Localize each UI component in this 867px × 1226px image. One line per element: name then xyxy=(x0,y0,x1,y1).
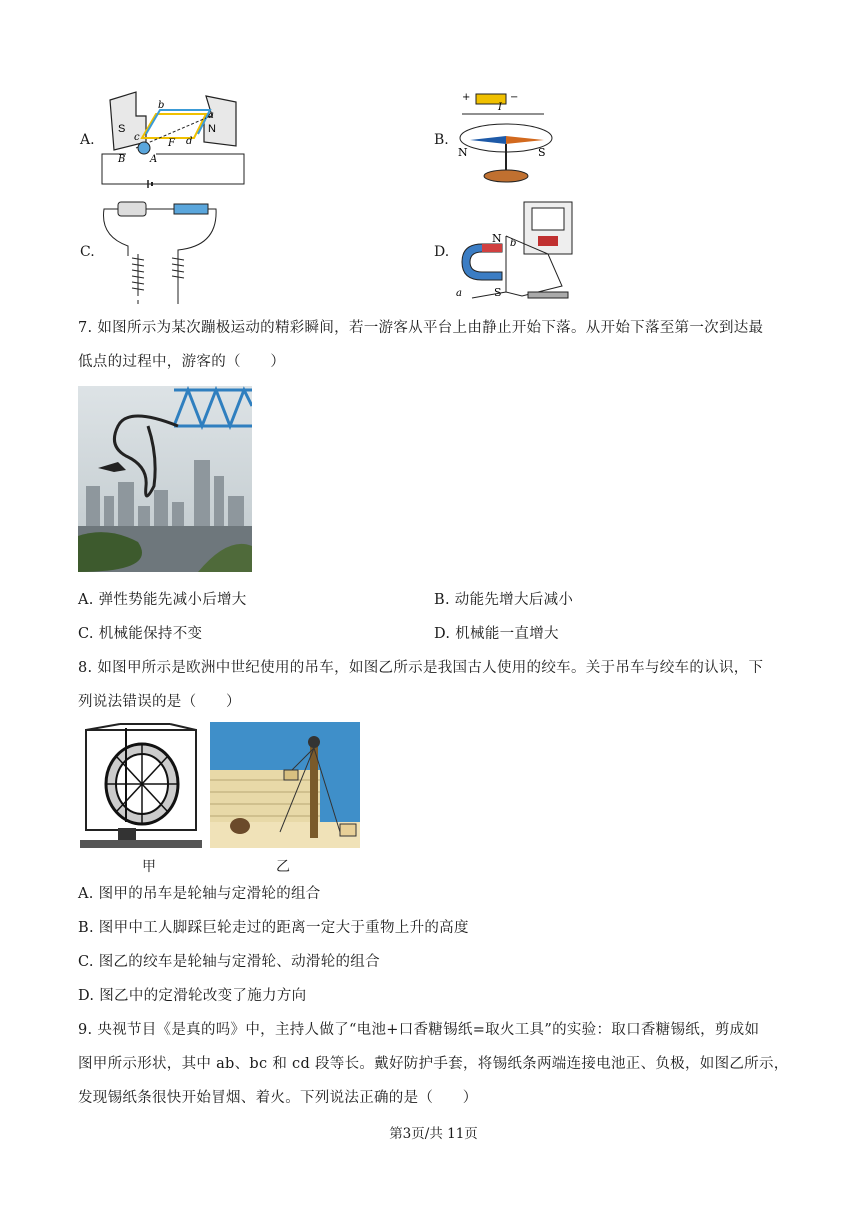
q8-option-b: B. 图甲中工人脚踩巨轮走过的距离一定大于重物上升的高度 xyxy=(78,920,469,936)
brush-b-letter: B xyxy=(118,154,126,165)
q7-stem-line1: 7. 如图所示为某次蹦极运动的精彩瞬间，若一游客从平台上由静止开始下落。从开始下落至第一次到达最 xyxy=(78,320,764,336)
oersted-figure xyxy=(454,88,564,188)
magnet-n-letter-d: N xyxy=(492,232,502,245)
battery-minus: − xyxy=(510,92,519,103)
option-b-label: B. xyxy=(434,132,449,148)
page-footer: 第3页/共 11页 xyxy=(389,1126,478,1142)
treadwheel-crane-figure xyxy=(80,722,202,848)
coil-b-letter: b xyxy=(158,100,165,111)
wire-a-letter: a xyxy=(456,288,462,299)
induction-figure xyxy=(452,196,582,306)
brush-a-letter: A xyxy=(150,154,158,165)
q7-stem-line2: 低点的过程中，游客的（ ） xyxy=(78,354,286,370)
needle-n-letter: N xyxy=(458,146,468,159)
q9-stem-line1: 9. 央视节目《是真的吗》中，主持人做了“电池+口香糖锡纸=取火工具”的实验：取口香糖锡纸，剪成如 xyxy=(78,1022,760,1038)
battery-plus: + xyxy=(462,92,471,103)
q7-option-a: A. 弹性势能先减小后增大 xyxy=(78,592,247,608)
coil-d-letter: d xyxy=(186,136,193,147)
q9-stem-line2: 图甲所示形状，其中 ab、bc 和 cd 段等长。戴好防护手套，将锡纸条两端连接电池正、负极，如图乙所示， xyxy=(78,1056,789,1072)
q9-stem-line3: 发现锡纸条很快开始冒烟、着火。下列说法正确的是（ ） xyxy=(78,1090,478,1106)
q7-option-b: B. 动能先增大后减小 xyxy=(434,592,574,608)
magnet-n-letter: N xyxy=(208,123,216,135)
caption-yi: 乙 xyxy=(276,859,290,875)
q7-option-d: D. 机械能一直增大 xyxy=(434,626,559,642)
windlass-figure xyxy=(210,722,360,848)
q8-stem-line2: 列说法错误的是（ ） xyxy=(78,694,241,710)
caption-jia: 甲 xyxy=(142,859,156,875)
q8-option-c: C. 图乙的绞车是轮轴与定滑轮、动滑轮的组合 xyxy=(78,954,380,970)
option-d-label: D. xyxy=(434,244,450,260)
q7-option-c: C. 机械能保持不变 xyxy=(78,626,203,642)
option-a-label: A. xyxy=(80,132,95,148)
bungee-photo xyxy=(78,386,252,572)
motor-diagram-figure xyxy=(96,88,256,188)
magnet-s-letter: S xyxy=(118,123,126,135)
wire-b-letter: b xyxy=(510,238,517,249)
coil-c-letter: c xyxy=(134,132,140,143)
magnet-s-letter-d: S xyxy=(494,286,502,299)
q8-option-d: D. 图乙中的定滑轮改变了施力方向 xyxy=(78,988,307,1004)
q8-stem-line1: 8. 如图甲所示是欧洲中世纪使用的吊车，如图乙所示是我国古人使用的绞车。关于吊车与绞车的认识，下 xyxy=(78,660,764,676)
electromagnet-figure xyxy=(98,196,228,306)
current-i-letter: I xyxy=(498,102,502,113)
needle-s-letter: S xyxy=(538,146,546,159)
q8-option-a: A. 图甲的吊车是轮轴与定滑轮的组合 xyxy=(78,886,321,902)
option-c-label: C. xyxy=(80,244,95,260)
coil-a-letter: a xyxy=(208,110,214,121)
force-f-letter: F xyxy=(168,138,175,149)
